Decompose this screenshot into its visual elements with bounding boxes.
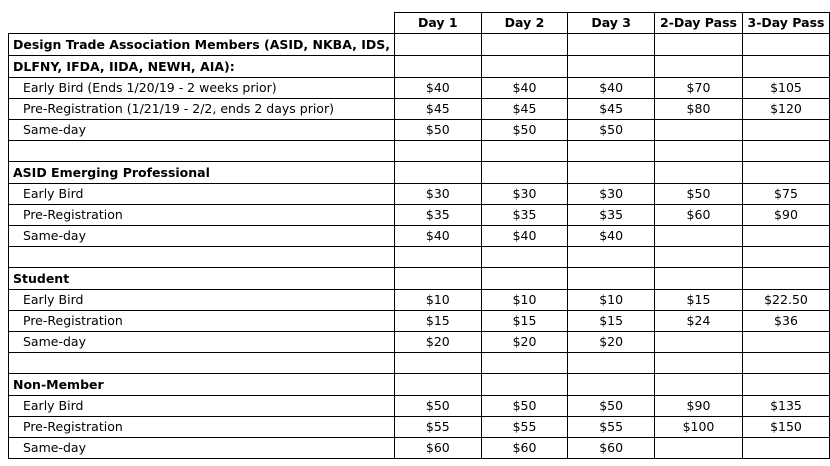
empty-cell (655, 374, 743, 396)
price-cell: $60 (568, 438, 655, 459)
empty-cell (655, 247, 743, 268)
empty-cell (742, 141, 829, 162)
header-row (9, 13, 830, 34)
price-cell: $50 (394, 120, 481, 141)
empty-cell (742, 34, 829, 56)
column-header-day-3: Day 3 (568, 13, 655, 34)
price-cell: $45 (481, 99, 568, 120)
spacer-row (9, 141, 830, 162)
price-row (9, 205, 830, 226)
price-cell: $150 (742, 417, 829, 438)
price-cell: $70 (655, 78, 743, 99)
group-title: Student (9, 268, 395, 290)
price-row (9, 332, 830, 353)
price-cell: $30 (394, 184, 481, 205)
price-cell: $15 (394, 311, 481, 332)
price-row-label: Early Bird (9, 184, 395, 205)
price-cell: $60 (655, 205, 743, 226)
empty-cell (568, 247, 655, 268)
empty-cell (9, 247, 395, 268)
price-row (9, 226, 830, 247)
empty-cell (481, 247, 568, 268)
empty-cell (742, 162, 829, 184)
price-cell: $55 (568, 417, 655, 438)
price-cell: $30 (481, 184, 568, 205)
price-cell: $105 (742, 78, 829, 99)
price-cell (742, 332, 829, 353)
price-row-label: Early Bird (Ends 1/20/19 - 2 weeks prior) (9, 78, 395, 99)
group-title: ASID Emerging Professional (9, 162, 395, 184)
empty-cell (394, 374, 481, 396)
price-cell: $60 (394, 438, 481, 459)
column-header-3-day-pass: 3-Day Pass (742, 13, 829, 34)
empty-cell (655, 34, 743, 56)
price-cell: $120 (742, 99, 829, 120)
price-cell (655, 332, 743, 353)
price-cell: $10 (394, 290, 481, 311)
price-cell: $10 (481, 290, 568, 311)
empty-cell (394, 247, 481, 268)
header-corner-cell (9, 13, 395, 34)
price-row (9, 99, 830, 120)
price-cell: $45 (568, 99, 655, 120)
group-title: Non-Member (9, 374, 395, 396)
empty-cell (742, 374, 829, 396)
group-title: DLFNY, IFDA, IIDA, NEWH, AIA): (9, 56, 395, 78)
price-row (9, 311, 830, 332)
price-cell: $15 (568, 311, 655, 332)
price-cell: $90 (655, 396, 743, 417)
price-row (9, 290, 830, 311)
price-cell: $50 (481, 120, 568, 141)
price-cell: $35 (394, 205, 481, 226)
group-title-row (9, 56, 830, 78)
group-title-row (9, 162, 830, 184)
empty-cell (742, 353, 829, 374)
empty-cell (481, 268, 568, 290)
price-cell: $15 (481, 311, 568, 332)
empty-cell (394, 162, 481, 184)
price-cell: $15 (655, 290, 743, 311)
price-row (9, 438, 830, 459)
empty-cell (655, 56, 743, 78)
spacer-row (9, 247, 830, 268)
price-cell (655, 120, 743, 141)
price-cell: $50 (568, 120, 655, 141)
price-row (9, 120, 830, 141)
empty-cell (568, 56, 655, 78)
price-cell (742, 438, 829, 459)
price-row-label: Early Bird (9, 396, 395, 417)
price-cell: $20 (481, 332, 568, 353)
price-cell: $10 (568, 290, 655, 311)
column-header-2-day-pass: 2-Day Pass (655, 13, 743, 34)
empty-cell (742, 268, 829, 290)
empty-cell (742, 247, 829, 268)
price-cell: $50 (655, 184, 743, 205)
empty-cell (655, 162, 743, 184)
group-title: Design Trade Association Members (ASID, NKBA, IDS, (9, 34, 395, 56)
price-cell: $50 (568, 396, 655, 417)
empty-cell (568, 353, 655, 374)
price-cell: $40 (481, 78, 568, 99)
price-cell: $100 (655, 417, 743, 438)
price-cell: $24 (655, 311, 743, 332)
price-cell: $50 (481, 396, 568, 417)
group-title-row (9, 34, 830, 56)
empty-cell (568, 34, 655, 56)
price-cell (742, 226, 829, 247)
empty-cell (568, 162, 655, 184)
empty-cell (481, 141, 568, 162)
empty-cell (742, 56, 829, 78)
price-cell: $50 (394, 396, 481, 417)
price-cell: $40 (394, 78, 481, 99)
price-cell: $20 (568, 332, 655, 353)
empty-cell (655, 268, 743, 290)
empty-cell (394, 34, 481, 56)
empty-cell (655, 141, 743, 162)
price-cell: $40 (568, 78, 655, 99)
price-cell (742, 120, 829, 141)
pricing-table-body (9, 13, 830, 459)
price-cell: $22.50 (742, 290, 829, 311)
price-row-label: Same-day (9, 120, 395, 141)
price-cell: $80 (655, 99, 743, 120)
empty-cell (394, 268, 481, 290)
price-cell: $36 (742, 311, 829, 332)
price-row (9, 417, 830, 438)
empty-cell (481, 353, 568, 374)
price-cell: $90 (742, 205, 829, 226)
empty-cell (394, 56, 481, 78)
empty-cell (481, 34, 568, 56)
spacer-row (9, 353, 830, 374)
group-title-row (9, 374, 830, 396)
price-cell: $55 (394, 417, 481, 438)
empty-cell (481, 162, 568, 184)
empty-cell (481, 56, 568, 78)
price-cell: $40 (568, 226, 655, 247)
empty-cell (655, 353, 743, 374)
price-row-label: Same-day (9, 332, 395, 353)
column-header-day-1: Day 1 (394, 13, 481, 34)
price-cell: $40 (394, 226, 481, 247)
price-row-label: Pre-Registration (9, 417, 395, 438)
price-row-label: Pre-Registration (9, 311, 395, 332)
group-title-row (9, 268, 830, 290)
price-row-label: Early Bird (9, 290, 395, 311)
empty-cell (481, 374, 568, 396)
price-row-label: Same-day (9, 226, 395, 247)
price-cell: $40 (481, 226, 568, 247)
price-cell: $45 (394, 99, 481, 120)
price-cell: $35 (568, 205, 655, 226)
empty-cell (568, 374, 655, 396)
empty-cell (568, 268, 655, 290)
empty-cell (9, 141, 395, 162)
price-cell: $35 (481, 205, 568, 226)
price-cell: $30 (568, 184, 655, 205)
price-row (9, 184, 830, 205)
price-row-label: Same-day (9, 438, 395, 459)
price-cell (655, 226, 743, 247)
empty-cell (9, 353, 395, 374)
price-row (9, 78, 830, 99)
price-cell: $75 (742, 184, 829, 205)
empty-cell (394, 353, 481, 374)
empty-cell (568, 141, 655, 162)
column-header-day-2: Day 2 (481, 13, 568, 34)
price-cell (655, 438, 743, 459)
empty-cell (394, 141, 481, 162)
price-row-label: Pre-Registration (9, 205, 395, 226)
pricing-table (8, 12, 830, 459)
price-row-label: Pre-Registration (1/21/19 - 2/2, ends 2 days prior) (9, 99, 395, 120)
price-cell: $135 (742, 396, 829, 417)
price-cell: $20 (394, 332, 481, 353)
price-cell: $55 (481, 417, 568, 438)
price-row (9, 396, 830, 417)
price-cell: $60 (481, 438, 568, 459)
